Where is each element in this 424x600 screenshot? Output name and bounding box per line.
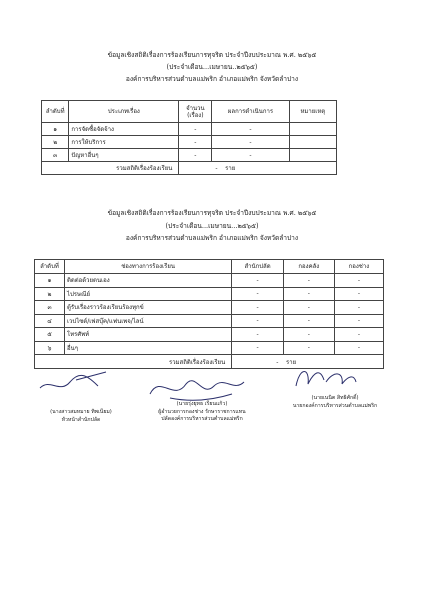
table-row: [35, 274, 384, 288]
col-office-header: สำนักปลัด: [232, 260, 284, 274]
row-channel: โทรศัพท์: [64, 328, 231, 342]
col-no-header: ลำดับที่: [35, 260, 65, 274]
row-no: ๑: [42, 123, 69, 136]
row-no: ๔: [35, 314, 65, 328]
row-channel: ตู้รับเรื่องราวร้องเรียนร้องทุกข์: [64, 301, 231, 315]
signature-scribble-1: [36, 368, 116, 398]
signer-position: นายกองค์การบริหารส่วนตำบลแม่พริก: [292, 402, 378, 409]
row-office: -: [232, 341, 284, 355]
signer-name: (นายเนนิต สิทธิศักดิ์): [311, 395, 359, 401]
complaint-type-table: [41, 100, 337, 175]
total-value: -: [276, 358, 279, 366]
row-engineering: -: [334, 301, 383, 315]
row-finance: -: [283, 328, 334, 342]
col-engineering-header: กองช่าง: [334, 260, 383, 274]
row-channel: เวปไซต์/เฟสบุ๊ค/แฟนเพจ/ไลน์: [64, 314, 231, 328]
row-office: -: [232, 274, 284, 288]
signature-scribble-3: [290, 362, 360, 396]
row-no: ๕: [35, 328, 65, 342]
row-channel: ไปรษณีย์: [64, 287, 231, 301]
row-office: -: [232, 301, 284, 315]
signer-position-2: ปลัดองค์การบริหารส่วนตำบลแม่พริก: [161, 416, 243, 422]
row-office: -: [232, 314, 284, 328]
row-type: การจัดซื้อจัดจ้าง: [69, 123, 179, 136]
section2-month: (ประจำเดือน...เมษายน...๒๕๖๕): [165, 222, 259, 230]
col-note-header: หมายเหตุ: [289, 101, 336, 123]
table-row: [35, 287, 384, 301]
row-finance: -: [283, 314, 334, 328]
row-result: -: [212, 123, 289, 136]
table-row: [35, 328, 384, 342]
row-channel: อื่นๆ: [64, 341, 231, 355]
row-result: -: [212, 149, 289, 162]
row-count: -: [179, 123, 212, 136]
row-count: -: [179, 136, 212, 149]
row-engineering: -: [334, 328, 383, 342]
table-row: [35, 314, 384, 328]
section1-organization: องค์การบริหารส่วนตำบลแม่พริก อำเภอแม่พริก จังหวัดลำปาง: [125, 75, 299, 83]
row-no: ๒: [42, 136, 69, 149]
row-finance: -: [283, 301, 334, 315]
complaint-channel-table: [34, 259, 384, 369]
table-row: [35, 341, 384, 355]
row-no: ๖: [35, 341, 65, 355]
row-office: -: [232, 328, 284, 342]
signer-position: หัวหน้าสำนักปลัด: [61, 416, 101, 423]
table-header-row: [42, 101, 337, 123]
row-channel: ติดต่อด้วยตนเอง: [64, 274, 231, 288]
row-type: ปัญหาอื่นๆ: [69, 149, 179, 162]
signature-block-2: [142, 401, 262, 424]
section2-organization: องค์การบริหารส่วนตำบลแม่พริก อำเภอแม่พริก จังหวัดลำปาง: [125, 234, 299, 242]
row-finance: -: [283, 287, 334, 301]
col-channel-header: ช่องทางการร้องเรียน: [64, 260, 231, 274]
row-no: ๑: [35, 274, 65, 288]
section1-month: (ประจำเดือน...เมษายน..๒๕๖๕): [166, 63, 258, 71]
table-row: [35, 301, 384, 315]
col-finance-header: กองคลัง: [283, 260, 334, 274]
row-engineering: -: [334, 287, 383, 301]
row-result: -: [212, 136, 289, 149]
row-engineering: -: [334, 314, 383, 328]
col-type-header: ประเภทเรื่อง: [69, 101, 179, 123]
row-finance: -: [283, 274, 334, 288]
section2-title: ข้อมูลเชิงสถิติเรื่องการร้องเรียนการทุจริต ประจำปีงบประมาณ พ.ศ. ๒๕๖๕: [107, 209, 317, 217]
total-label: รวมสถิติเรื่องร้องเรียน: [42, 162, 179, 175]
signer-name: (นางสาวสมหมาย ทิพเนียม): [50, 409, 112, 415]
signature-block-3: [280, 395, 390, 410]
table-row: [42, 123, 337, 136]
row-engineering: -: [334, 341, 383, 355]
total-value: -: [215, 165, 218, 172]
table-row: [42, 149, 337, 162]
total-unit: ราย: [225, 165, 236, 172]
total-row: [42, 162, 337, 175]
section1-title: ข้อมูลเชิงสถิติเรื่องการร้องเรียนการทุจริต ประจำปีงบประมาณ พ.ศ. ๒๕๖๕: [107, 51, 317, 59]
row-finance: -: [283, 341, 334, 355]
total-label: รวมสถิติเรื่องร้องเรียน: [35, 355, 232, 369]
row-note: [289, 123, 336, 136]
row-no: ๓: [42, 149, 69, 162]
col-result-header: ผลการดำเนินการ: [212, 101, 289, 123]
row-engineering: -: [334, 274, 383, 288]
signer-position: ผู้อำนวยการกองช่าง รักษาราชการแทน: [158, 408, 246, 415]
col-count-header: จำนวน (เรื่อง): [179, 101, 212, 123]
signer-name: (นายรุ่งยุทธ เรียนแก้ว): [176, 401, 228, 407]
row-type: การให้บริการ: [69, 136, 179, 149]
row-count: -: [179, 149, 212, 162]
row-note: [289, 149, 336, 162]
row-note: [289, 136, 336, 149]
row-office: -: [232, 287, 284, 301]
row-no: ๓: [35, 301, 65, 315]
table-header-row: [35, 260, 384, 274]
row-no: ๒: [35, 287, 65, 301]
table-row: [42, 136, 337, 149]
total-value-cell: [179, 162, 337, 175]
col-no-header: ลำดับที่: [42, 101, 69, 123]
signature-block-1: [36, 409, 126, 424]
total-unit: ราย: [286, 358, 297, 366]
